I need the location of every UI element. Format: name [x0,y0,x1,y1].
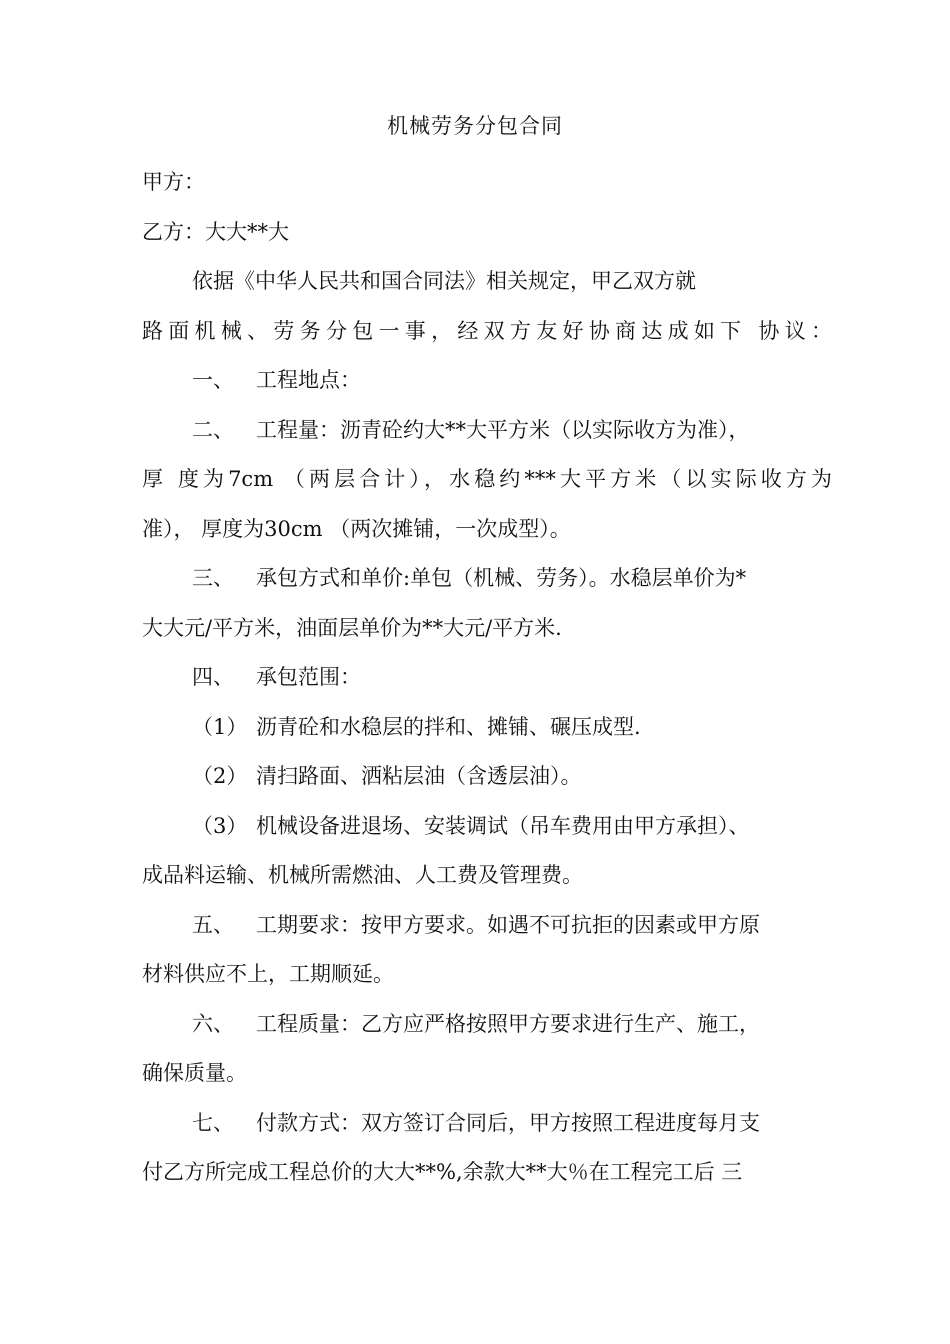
section-5-text-1: 工期要求：按甲方要求。如遇不可抗拒的因素或甲方原 [256,912,760,937]
scope-item-3-text-1: 机械设备进退场、安装调试（吊车费用由甲方承担）、 [256,813,750,838]
scope-item-1 [142,703,832,753]
section-2-text-1: 工程量：沥青砼约大**大平方米（以实际收方为准）， [256,417,750,442]
section-7 [142,1099,832,1149]
section-4 [142,653,832,703]
section-2-number: 二、 [192,417,234,442]
scope-item-3 [142,802,832,852]
section-7-text-2: 付乙方所完成工程总价的大大**%,余款大**大％在工程完工后 三 [142,1160,743,1184]
preamble-line-2: 路面机械、劳务分包一事，经双方友好协商达成如下 协议： [142,318,832,343]
preamble-line-1: 依据《中华人民共和国合同法》相关规定，甲乙双方就 [192,269,696,293]
section-5 [142,901,832,951]
section-2-text-2: 厚 度为7cm （两层合计），水稳约***大平方米（以实际收方为 [142,467,832,491]
section-3-text-2: 大大元/平方米，油面层单价为**大元/平方米. [142,615,562,640]
section-3-text-1: 承包方式和单价:单包（机械、劳务）。水稳层单价为* [256,566,747,590]
document-title: 机械劳务分包合同 [387,114,563,138]
scope-item-2-number: （2） [192,764,248,788]
section-7-text-1: 付款方式：双方签订合同后，甲方按照工程进度每月支 [256,1110,760,1135]
scope-item-3-number: （3） [192,813,248,838]
scope-item-1-number: （1） [192,714,248,739]
contract-body [142,158,832,1198]
section-6 [142,1000,832,1050]
party-b-line: 乙方：大大**大 [142,219,289,244]
section-6-text-2: 确保质量。 [142,1061,247,1085]
section-5-text-2: 材料供应不上，工期顺延。 [142,962,394,986]
scope-item-3-text-2: 成品料运输、机械所需燃油、人工费及管理费。 [142,863,583,887]
section-1-text: 工程地点： [256,368,361,392]
scope-item-2-text: 清扫路面、洒粘层油（含透层油）。 [256,764,582,788]
party-a-line: 甲方： [142,170,205,194]
section-7-number: 七、 [192,1110,234,1135]
section-5-number: 五、 [192,912,234,937]
scope-item-1-text: 沥青砼和水稳层的拌和、摊铺、碾压成型. [256,714,641,739]
section-4-number: 四、 [192,665,234,689]
section-1 [142,356,832,406]
section-3-number: 三、 [192,566,234,590]
section-1-number: 一、 [192,368,234,392]
section-3 [142,554,832,604]
section-6-text-1: 工程质量：乙方应严格按照甲方要求进行生产、施工， [256,1011,760,1036]
section-4-text: 承包范围： [256,665,361,689]
scope-item-2 [142,752,832,802]
section-2 [142,406,832,456]
section-2-text-3: 准）， 厚度为30cm （两次摊铺，一次成型）。 [142,516,571,541]
section-6-number: 六、 [192,1011,234,1036]
